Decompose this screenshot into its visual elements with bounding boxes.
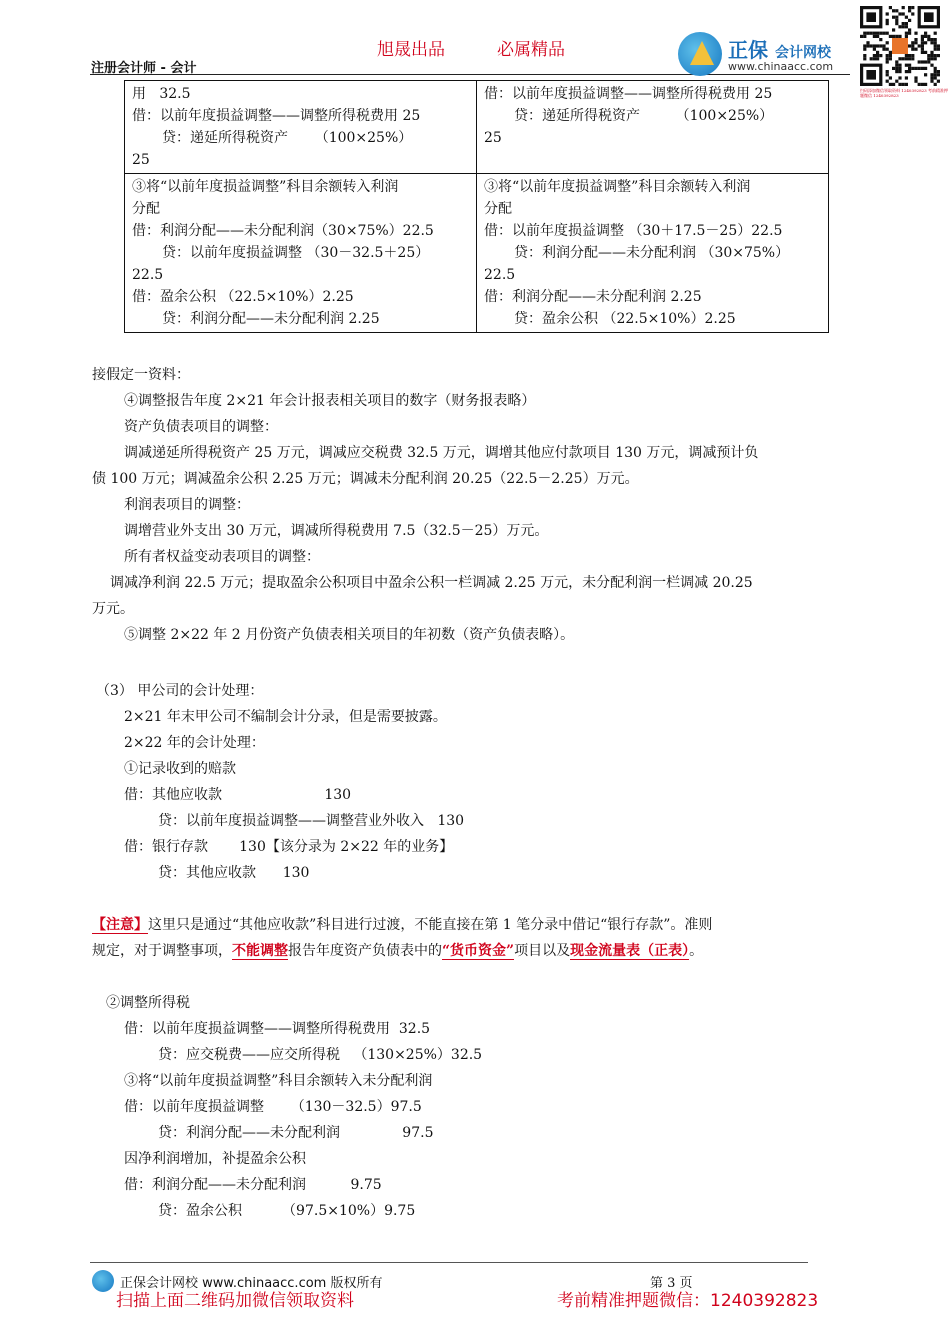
note-block — [92, 912, 712, 964]
text-line: 贷：其他应收款 130 — [158, 865, 310, 881]
text-line: ①记录收到的赔款 — [124, 761, 236, 777]
text-line: 债 100 万元；调减盈余公积 2.25 万元；调减未分配利润 20.25（22.5－2.25）万元。 — [92, 471, 639, 487]
table-cell-line: 贷：递延所得税资产 （100×25%） — [162, 130, 413, 146]
table-row — [125, 174, 829, 333]
note-highlight-1: 不能调整 — [232, 943, 288, 959]
text-line: 借：银行存款 130【该分录为 2×22 年的业务】 — [124, 839, 454, 855]
qr-code-icon — [860, 6, 940, 86]
table-cell-line: 分配 — [132, 201, 160, 217]
text-line: ⑤调整 2×22 年 2 月份资产负债表相关项目的年初数（资产负债表略）。 — [124, 627, 575, 643]
qr-caption: 扫码添加微信领取资料 1240392823 考前精准押题微信 1240392823 — [860, 88, 948, 98]
table-cell-line: 用 32.5 — [132, 86, 191, 102]
table-cell-line: 22.5 — [484, 267, 516, 283]
text-line: 因净利润增加，补提盈余公积 — [124, 1151, 306, 1167]
logo-emblem-icon — [678, 32, 722, 76]
table-cell-line: 贷：利润分配——未分配利润 2.25 — [162, 311, 380, 327]
header-slogan-left: 旭晟出品 — [377, 40, 445, 60]
text-line: 调减净利润 22.5 万元；提取盈余公积项目中盈余公积一栏调减 2.25 万元，未分配利润一栏调减 20.25 — [110, 575, 753, 591]
table-cell-line: 借：利润分配——未分配利润 2.25 — [484, 289, 702, 305]
header-slogan-right: 必属精品 — [497, 40, 565, 60]
section-company-accounting — [0, 678, 464, 886]
note-tag: 【注意】 — [92, 917, 148, 933]
note-text-2a: 规定，对于调整事项， — [92, 943, 232, 959]
text-line: 贷：盈余公积 （97.5×10%）9.75 — [158, 1203, 416, 1219]
comparison-table — [124, 80, 829, 333]
text-line: 接假定一资料： — [92, 367, 190, 383]
table-cell-right — [477, 81, 829, 174]
text-line: ④调整报告年度 2×21 年会计报表相关项目的数字（财务报表略） — [124, 393, 536, 409]
text-line: 借：以前年度损益调整 （130－32.5）97.5 — [124, 1099, 422, 1115]
table-cell-line: 贷：利润分配——未分配利润 （30×75%） — [514, 245, 790, 261]
logo-name: 正保 会计网校 — [728, 38, 831, 62]
table-cell-left — [125, 81, 477, 174]
text-line: 借：利润分配——未分配利润 9.75 — [124, 1177, 382, 1193]
table-cell-left — [125, 174, 477, 333]
table-cell-line: 借：以前年度损益调整——调整所得税费用 25 — [132, 108, 421, 124]
table-cell-line: 贷：盈余公积 （22.5×10%）2.25 — [514, 311, 736, 327]
text-line: 所有者权益变动表项目的调整： — [124, 549, 320, 565]
text-line: 借：以前年度损益调整——调整所得税费用 32.5 — [124, 1021, 431, 1037]
footer-promo-right: 考前精准押题微信：1240392823 — [557, 1291, 819, 1311]
note-highlight-2: “货币资金” — [442, 943, 515, 959]
table-row — [125, 81, 829, 174]
footer-copyright: 正保会计网校 www.chinaacc.com 版权所有 — [120, 1276, 383, 1291]
section-tax-adjustment — [0, 990, 482, 1224]
text-line: 贷：应交税费——应交所得税 （130×25%）32.5 — [158, 1047, 483, 1063]
note-text-1: 这里只是通过“其他应收款”科目进行过渡，不能直接在第 1 笔分录中借记“银行存款”。准则 — [148, 917, 713, 933]
text-line: 借：其他应收款 130 — [124, 787, 352, 803]
table-cell-line: 借：以前年度损益调整——调整所得税费用 25 — [484, 86, 773, 102]
header-subject: 注册会计师 - 会计 — [91, 61, 197, 76]
table-cell-line: 25 — [132, 152, 150, 168]
text-line: 2×22 年的会计处理： — [124, 735, 265, 751]
logo-url: www.chinaacc.com — [728, 60, 834, 73]
text-line: 利润表项目的调整： — [124, 497, 250, 513]
footer-promo-left: 扫描上面二维码加微信领取资料 — [116, 1291, 354, 1311]
text-line: 贷：利润分配——未分配利润 97.5 — [158, 1125, 434, 1141]
table-cell-line: 分配 — [484, 201, 512, 217]
text-line: ②调整所得税 — [106, 995, 190, 1011]
text-line: ③将“以前年度损益调整”科目余额转入未分配利润 — [124, 1073, 433, 1089]
text-line: 资产负债表项目的调整： — [124, 419, 278, 435]
text-line: 万元。 — [92, 601, 134, 617]
table-cell-line: 贷：以前年度损益调整 （30－32.5＋25） — [162, 245, 430, 261]
brand-logo — [678, 30, 858, 80]
text-line: （3） 甲公司的会计处理： — [96, 683, 264, 699]
note-text-2c: 项目以及 — [514, 943, 571, 959]
footer-rule — [90, 1262, 808, 1263]
table-cell-line: ③将“以前年度损益调整”科目余额转入利润 — [484, 179, 751, 195]
note-text-2b: 报告年度资产负债表中的 — [288, 943, 442, 959]
table-cell-line: 借：盈余公积 （22.5×10%）2.25 — [132, 289, 354, 305]
table-cell-line: 借：利润分配——未分配利润（30×75%）22.5 — [132, 223, 434, 239]
note-highlight-3: 现金流量表（正表） — [570, 943, 690, 959]
table-cell-line: 借：以前年度损益调整 （30＋17.5－25）22.5 — [484, 223, 783, 239]
footer-logo-icon — [92, 1270, 114, 1292]
section-adjustments — [0, 362, 758, 648]
note-text-2d: 。 — [689, 943, 704, 959]
text-line: 调增营业外支出 30 万元，调减所得税费用 7.5（32.5－25）万元。 — [124, 523, 549, 539]
text-line: 2×21 年末甲公司不编制会计分录，但是需要披露。 — [124, 709, 447, 725]
table-cell-line: 22.5 — [132, 267, 164, 283]
table-cell-line: 贷：递延所得税资产 （100×25%） — [514, 108, 774, 124]
page-number: 第 3 页 — [650, 1276, 693, 1291]
table-cell-line: 25 — [484, 130, 502, 146]
table-cell-line: ③将“以前年度损益调整”科目余额转入利润 — [132, 179, 399, 195]
text-line: 调减递延所得税资产 25 万元，调减应交税费 32.5 万元，调增其他应付款项目 130 万元，调减预计负 — [124, 445, 759, 461]
table-cell-right — [477, 174, 829, 333]
text-line: 贷：以前年度损益调整——调整营业外收入 130 — [158, 813, 465, 829]
